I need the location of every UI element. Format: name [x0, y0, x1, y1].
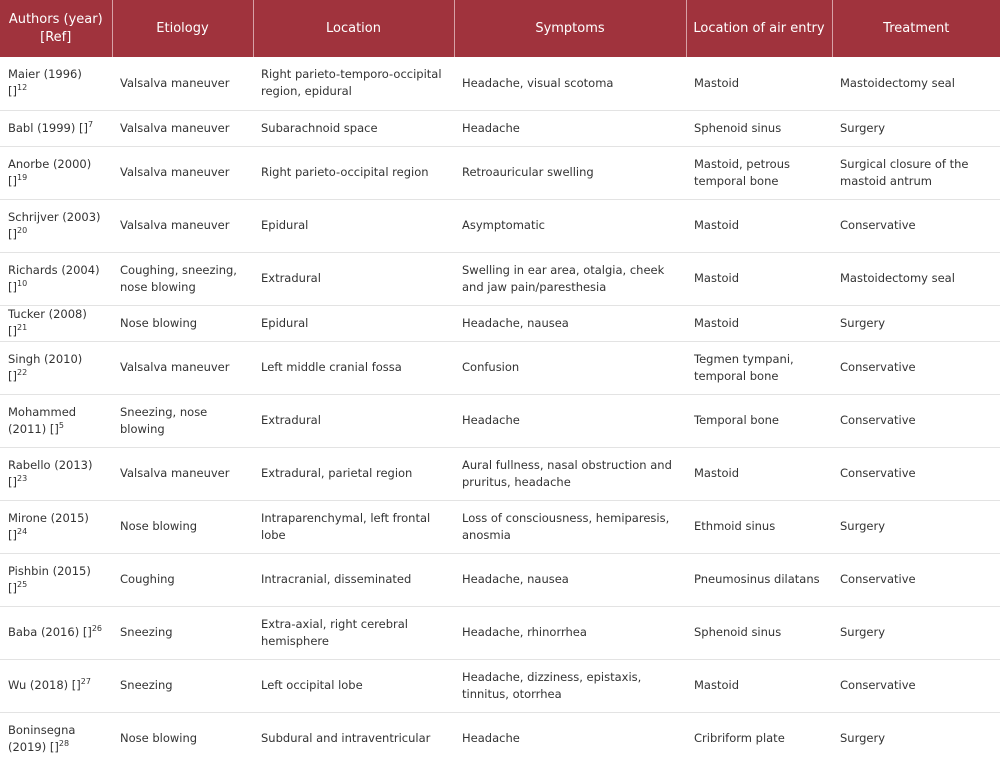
header-symptoms: Symptoms — [454, 0, 686, 57]
cell-symptoms: Headache, visual scotoma — [454, 57, 686, 110]
cell-air-entry: Ethmoid sinus — [686, 500, 832, 553]
cell-author: Richards (2004) []$^{10}$ — [0, 252, 112, 305]
table-row — [0, 57, 1000, 110]
ref-number[interactable]: 23 — [16, 473, 28, 483]
cell-etiology: Coughing — [112, 553, 253, 606]
table-header-row — [0, 0, 1000, 57]
ref-number[interactable]: 5 — [58, 420, 64, 430]
cell-air-entry: Sphenoid sinus — [686, 606, 832, 659]
cell-treatment: Surgery — [832, 500, 1000, 553]
ref-number[interactable]: 10 — [16, 278, 28, 288]
table-row — [0, 305, 1000, 341]
cell-etiology: Nose blowing — [112, 305, 253, 341]
cell-etiology: Sneezing — [112, 606, 253, 659]
cell-author: Baba (2016) []$^{26}$ — [0, 606, 112, 659]
ref-number[interactable]: 26 — [91, 624, 102, 634]
table-row — [0, 110, 1000, 146]
cell-etiology: Valsalva maneuver — [112, 199, 253, 252]
ref-number[interactable]: 19 — [16, 172, 28, 182]
cell-etiology: Sneezing — [112, 659, 253, 712]
cell-treatment: Mastoidectomy seal — [832, 57, 1000, 110]
cell-symptoms: Headache, nausea — [454, 305, 686, 341]
cell-location: Epidural — [253, 305, 454, 341]
cell-treatment: Conservative — [832, 659, 1000, 712]
cell-author: Maier (1996) []$^{12}$ — [0, 57, 112, 110]
cell-air-entry: Cribriform plate — [694, 731, 785, 746]
ref-number[interactable]: 22 — [16, 367, 28, 377]
cell-location: Left occipital lobe — [253, 659, 454, 712]
cell-author: Singh (2010) []$^{22}$ — [0, 341, 112, 394]
table-row — [0, 659, 1000, 712]
cell-symptoms: Swelling in ear area, otalgia, cheek and jaw pain/paresthesia — [454, 252, 686, 305]
cell-symptoms: Retroauricular swelling — [454, 146, 686, 199]
table-row — [0, 252, 1000, 305]
cell-symptoms: Headache, nausea — [454, 553, 686, 606]
cell-author: Babl (1999) []$^7$ — [0, 110, 112, 146]
cell-author: Rabello (2013) []$^{23}$ — [0, 447, 112, 500]
cell-symptoms: Headache — [462, 731, 520, 746]
cell-treatment: Conservative — [832, 341, 1000, 394]
cell-treatment: Surgery — [840, 731, 886, 746]
ref-number[interactable]: 12 — [16, 83, 28, 93]
cell-treatment: Surgery — [832, 110, 1000, 146]
cell-symptoms: Headache, rhinorrhea — [454, 606, 686, 659]
table-row — [0, 341, 1000, 394]
cell-air-entry: Pneumosinus dilatans — [686, 553, 832, 606]
ref-number[interactable]: 7 — [87, 119, 94, 129]
cell-air-entry: Tegmen tympani, temporal bone — [686, 341, 832, 394]
cell-location: Intracranial, disseminated — [253, 553, 454, 606]
cell-etiology: Valsalva maneuver — [112, 146, 253, 199]
cell-author: Schrijver (2003) []$^{20}$ — [0, 199, 112, 252]
ref-number[interactable]: 28 — [58, 738, 70, 748]
table-row — [0, 553, 1000, 606]
cell-location: Epidural — [253, 199, 454, 252]
cell-symptoms: Headache — [454, 394, 686, 447]
cell-location: Extra-axial, right cerebral hemisphere — [253, 606, 454, 659]
cell-author: Tucker (2008) []$^{21}$ — [0, 305, 112, 341]
ref-number[interactable]: 21 — [16, 323, 28, 333]
cell-air-entry: Mastoid — [686, 252, 832, 305]
cell-location: Extradural, parietal region — [253, 447, 454, 500]
cell-author: Pishbin (2015) []$^{25}$ — [0, 553, 112, 606]
cell-etiology: Valsalva maneuver — [112, 110, 253, 146]
cell-air-entry: Mastoid — [686, 447, 832, 500]
cell-location: Right parieto-occipital region — [253, 146, 454, 199]
cell-air-entry: Mastoid — [686, 57, 832, 110]
cell-location: Extradural — [253, 394, 454, 447]
cell-symptoms: Loss of consciousness, hemiparesis, anosmia — [454, 500, 686, 553]
cell-air-entry: Sphenoid sinus — [686, 110, 832, 146]
cell-treatment: Conservative — [832, 553, 1000, 606]
header-etiology: Etiology — [112, 0, 253, 57]
cell-location: Subdural and intraventricular — [261, 731, 431, 746]
cell-symptoms: Asymptomatic — [454, 199, 686, 252]
ref-number[interactable]: 25 — [16, 579, 28, 589]
table-row — [0, 146, 1000, 199]
cell-treatment: Conservative — [832, 447, 1000, 500]
cell-treatment: Conservative — [832, 394, 1000, 447]
cell-location: Extradural — [253, 252, 454, 305]
cell-symptoms: Headache — [454, 110, 686, 146]
cell-etiology: Sneezing, nose blowing — [112, 394, 253, 447]
ref-number[interactable]: 24 — [16, 526, 28, 536]
cell-location: Left middle cranial fossa — [253, 341, 454, 394]
cell-air-entry: Mastoid — [686, 659, 832, 712]
cell-treatment: Mastoidectomy seal — [832, 252, 1000, 305]
cell-etiology: Valsalva maneuver — [112, 447, 253, 500]
table-row — [0, 394, 1000, 447]
table-row — [0, 606, 1000, 659]
cell-air-entry: Mastoid — [686, 305, 832, 341]
table-row — [0, 199, 1000, 252]
cell-author: Mohammed (2011) []$^5$ — [0, 394, 112, 447]
cell-etiology: Valsalva maneuver — [112, 341, 253, 394]
cell-symptoms: Aural fullness, nasal obstruction and pruritus, headache — [454, 447, 686, 500]
header-authors: Authors (year) [Ref] — [0, 0, 112, 57]
cell-air-entry: Temporal bone — [686, 394, 832, 447]
header-air-entry: Location of air entry — [686, 0, 832, 57]
cell-etiology: Valsalva maneuver — [112, 57, 253, 110]
cell-author: Anorbe (2000) []$^{19}$ — [0, 146, 112, 199]
cell-air-entry: Mastoid, petrous temporal bone — [686, 146, 832, 199]
cell-location: Subarachnoid space — [253, 110, 454, 146]
cell-etiology: Nose blowing — [120, 731, 198, 746]
cell-symptoms: Headache, dizziness, epistaxis, tinnitus, otorrhea — [454, 659, 686, 712]
cell-treatment: Surgery — [832, 305, 1000, 341]
table-row — [0, 447, 1000, 500]
table-row — [0, 500, 1000, 553]
cell-etiology: Nose blowing — [112, 500, 253, 553]
cell-treatment: Conservative — [832, 199, 1000, 252]
ref-number[interactable]: 20 — [16, 225, 28, 235]
header-location: Location — [253, 0, 454, 57]
cell-etiology: Coughing, sneezing, nose blowing — [112, 252, 253, 305]
cell-air-entry: Mastoid — [686, 199, 832, 252]
cell-treatment: Surgery — [832, 606, 1000, 659]
cell-location: Right parieto-temporo-occipital region, epidural — [253, 57, 454, 110]
ref-number[interactable]: 27 — [80, 677, 91, 687]
cell-author: Boninsegna (2019) []$^{28}$ — [8, 722, 76, 754]
table-row — [0, 712, 1000, 765]
cell-treatment: Surgical closure of the mastoid antrum — [832, 146, 1000, 199]
cell-location: Intraparenchymal, left frontal lobe — [253, 500, 454, 553]
header-treatment: Treatment — [832, 0, 1000, 57]
cell-author: Wu (2018) []$^{27}$ — [0, 659, 112, 712]
cell-author: Mirone (2015) []$^{24}$ — [0, 500, 112, 553]
cell-symptoms: Confusion — [454, 341, 686, 394]
